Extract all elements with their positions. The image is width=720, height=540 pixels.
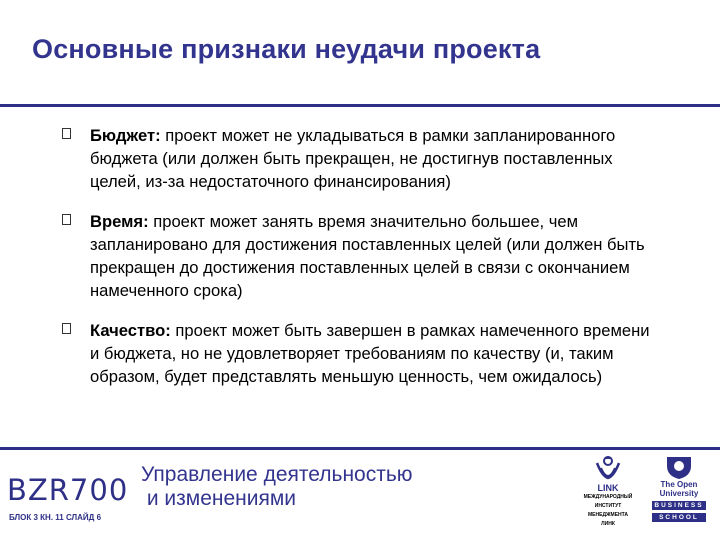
ou-name-line: The Open [660,480,698,489]
link-logo-text: ЛИНК [601,521,615,527]
block-reference: БЛОК 3 КН. 11 СЛАЙД 6 [9,513,102,522]
list-item-quality [62,319,662,388]
item-label: Качество: [90,321,171,340]
link-emblem-icon [594,454,622,484]
ou-business-bar: BUSINESS [652,501,706,510]
footer-divider [0,447,720,450]
course-title-line: Управление деятельностью [141,463,413,486]
list-item-budget [62,124,662,193]
item-body: проект может быть завершен в рамках намеченного времени и бюджета, но не удовлетворяет требованиям по качеству (и, таким образом, будет представлять меньшую ценность, чем ожидалось) [90,321,650,386]
ou-name-line: University [659,489,699,498]
open-university-logo [650,456,708,522]
item-text [90,210,662,302]
course-code: BZR700 [7,473,129,507]
item-text [90,124,662,193]
course-title [141,463,413,511]
bullet-icon [62,323,71,334]
link-institute-logo [580,454,636,529]
ou-school-bar: SCHOOL [652,513,706,522]
bullet-list [62,124,662,405]
title-divider [0,104,720,107]
list-item-time [62,210,662,302]
link-logo-text: ИНСТИТУТ [594,503,622,509]
slide-title: Основные признаки неудачи проекта [32,34,541,64]
item-text [90,319,662,388]
item-body: проект может занять время значительно большее, чем запланировано для достижения поставленных целей (или должен быть прекращен до достижения поставленных целей в связи с окончанием намеченного срока) [90,212,645,300]
link-logo-text: МЕНЕДЖМЕНТА [588,512,628,518]
link-logo-text: МЕЖДУНАРОДНЫЙ [583,494,633,500]
bullet-icon [62,214,71,225]
item-body: проект может не укладываться в рамки запланированного бюджета (или должен быть прекращен, не достигнув поставленных целей, из-за недостаточного финансирования) [90,126,616,191]
ou-shield-icon [666,456,692,480]
item-label: Время: [90,212,149,231]
bullet-icon [62,128,71,139]
course-title-line: и изменениями [141,487,297,510]
item-label: Бюджет: [90,126,161,145]
link-logo-name: LINK [597,483,619,493]
